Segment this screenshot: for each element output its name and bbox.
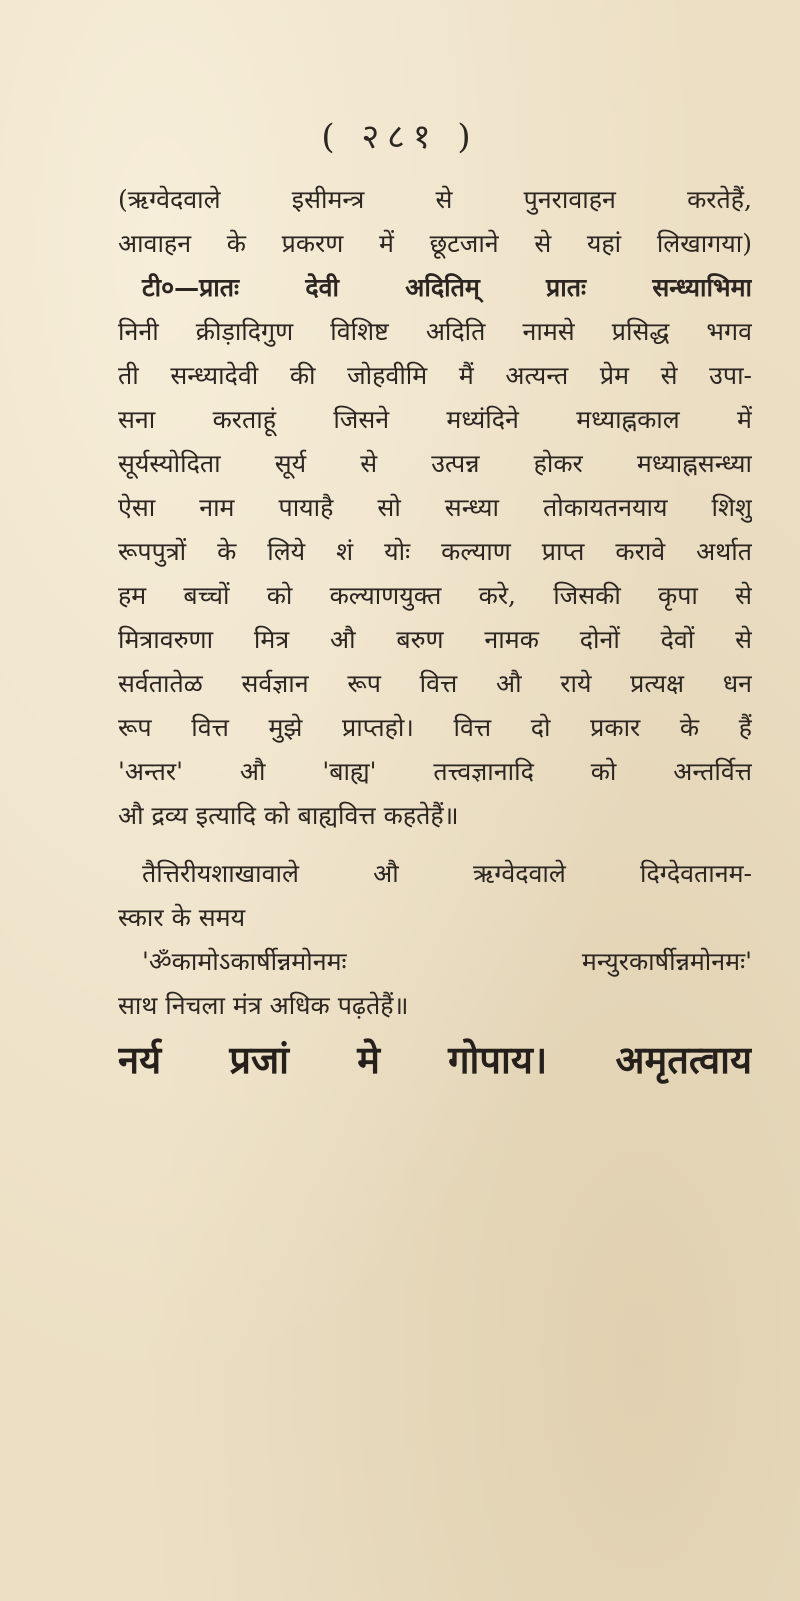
text-line-10: हम बच्चों को कल्याणयुक्त करे, जिसकी कृपा से <box>118 581 752 610</box>
text-line-14: 'अन्तर' औ 'बाह्य' तत्त्वज्ञानादि को अन्तर्वित्त <box>118 757 752 786</box>
page-number: ( २८१ ) <box>321 117 479 157</box>
text-line-15: औ द्रव्य इत्यादि को बाह्यवित्त कहतेहैं॥ <box>118 801 459 830</box>
text-line-8: ऐसा नाम पायाहै सो सन्ध्या तोकायतनयाय शिशु <box>118 493 752 522</box>
text-line-2: आवाहन के प्रकरण में छूटजाने से यहां लिखागया) <box>118 229 752 258</box>
text-line-3: टी०—प्रातः देवी अदितिम् प्रातः सन्ध्याभिमा <box>142 273 752 302</box>
text-line-16: तैत्तिरीयशाखावाले औ ऋग्वेदवाले दिग्देवतानम- <box>142 859 752 888</box>
text-line-1: (ऋग्वेदवाले इसीमन्त्र से पुनरावाहन करतेहैं, <box>118 185 752 214</box>
text-line-13: रूप वित्त मुझे प्राप्तहो। वित्त दो प्रकार के हैं <box>118 713 752 742</box>
mantra-quote-line: 'ॐकामोऽकार्षीन्नमोनमः मन्युरकार्षीन्नमोनमः' <box>142 947 752 976</box>
text-line-5: ती सन्ध्यादेवी की जोहवीमि मैं अत्यन्त प्रेम से उपा- <box>118 361 752 390</box>
text-line-11: मित्रावरुणा मित्र औ बरुण नामक दोनों देवों से <box>118 625 752 654</box>
text-line-9: रूपपुत्रों के लिये शं योः कल्याण प्राप्त करावे अर्थात <box>118 537 752 566</box>
mantra-heading-line: नर्य प्रजां मे गोपाय। अमृतत्वाय <box>118 1037 752 1082</box>
text-line-19: साथ निचला मंत्र अधिक पढ़तेहैं॥ <box>118 991 409 1020</box>
text-line-6: सना करताहूं जिसने मध्यंदिने मध्याह्नकाल में <box>118 405 752 434</box>
text-line-7: सूर्यस्योदिता सूर्य से उत्पन्न होकर मध्याह्नसन्ध्या <box>118 449 752 478</box>
text-line-12: सर्वतातेळ सर्वज्ञान रूप वित्त औ राये प्रत्यक्ष धन <box>118 669 752 698</box>
text-line-4: निनी क्रीड़ादिगुण विशिष्ट अदिति नामसे प्रसिद्ध भगव <box>118 317 752 346</box>
text-line-17: स्कार के समय <box>118 903 246 932</box>
commentary-text <box>118 178 752 1088</box>
